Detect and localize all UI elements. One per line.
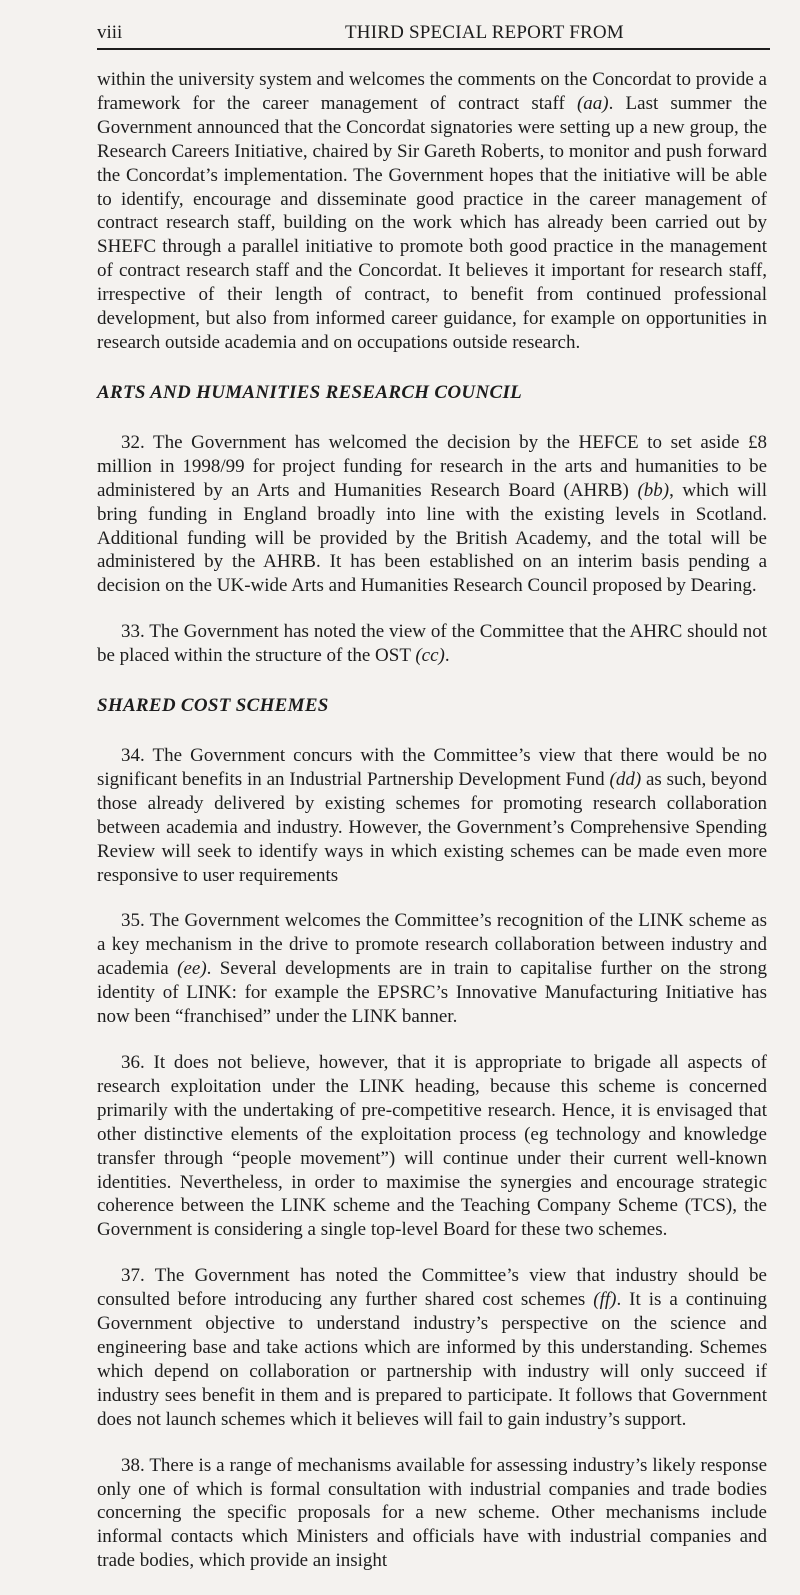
paragraph-intro: within the university system and welcomes the comments on the Concordat to provide a framework for the career management of contract staff (aa). Last summer the Government announced that the Concordat signatories were setting up a new group, the Research Careers Initiative, chaired by Sir Gareth Roberts, to monitor and push forward the Concordat’s implementation. The Government hopes that the initiative will be able to identify, encourage and disseminate good practice in the career management of contract research staff, building on the work which has already been carried out by SHEFC through a parallel initiative to promote both good practice in the management of contract research staff and the Concordat. It believes it important for research staff, irrespective of their length of contract, to benefit from continued professional development, but also from informed career guidance, for example on opportunities in research outside academia and on occupations outside research. (97, 69, 767, 353)
paragraph-38: 38. There is a range of mechanisms available for assessing industry’s likely response only one of which is formal consultation with industrial companies and trade bodies concerning the specific proposals for a new scheme. Other mechanisms include informal contacts which Ministers and officials have with industrial companies and trade bodies, which provide an insight (97, 1454, 767, 1572)
running-title: THIRD SPECIAL REPORT FROM (345, 22, 624, 43)
page-number: viii (97, 22, 123, 43)
paragraph-33: 33. The Government has noted the view of the Committee that the AHRC should not be placed within the structure of the OST (cc). (97, 621, 767, 667)
running-header (97, 22, 770, 50)
reference-ff: (ff) (593, 1289, 617, 1311)
reference-dd: (dd) (609, 768, 642, 790)
paragraph-32: 32. The Government has welcomed the decision by the HEFCE to set aside £8 million in 1998/99 for project funding for research in the arts and humanities to be administered by an Arts and Humanities Research Board (AHRB) (bb), which will bring funding in England broadly into line with the existing levels in Scotland. Additional funding will be provided by the British Academy, and the total will be administered by the AHRB. It has been established on an interim basis pending a decision on the UK-wide Arts and Humanities Research Council proposed by Dearing. (97, 431, 767, 597)
reference-cc: (cc) (415, 645, 445, 667)
section-heading-arts: ARTS AND HUMANITIES RESEARCH COUNCIL (97, 381, 523, 403)
section-heading-shared-cost: SHARED COST SCHEMES (97, 695, 329, 717)
paragraph-35: 35. The Government welcomes the Committee’s recognition of the LINK scheme as a key mechanism in the drive to promote research collaboration between industry and academia (ee). Several developments are in train to capitalise further on the strong identity of LINK: for example the EPSRC’s Innovative Manufacturing Initiative has now been “franchised” under the LINK banner. (97, 910, 767, 1028)
paragraph-34: 34. The Government concurs with the Committee’s view that there would be no significant benefits in an Industrial Partnership Development Fund (dd) as such, beyond those already delivered by existing schemes for promoting research collaboration between academia and industry. However, the Government’s Comprehensive Spending Review will seek to identify ways in which existing schemes can be made even more responsive to user requirements (97, 745, 767, 886)
reference-bb: (bb) (637, 479, 670, 501)
reference-aa: (aa) (576, 92, 609, 114)
paragraph-36: 36. It does not believe, however, that it is appropriate to brigade all aspects of research exploitation under the LINK heading, because this scheme is concerned primarily with the undertaking of pre-competitive research. Hence, it is envisaged that other distinctive elements of the exploitation process (eg technology and knowledge transfer through “people movement”) will continue under their current well-known identities. Nevertheless, in order to maximise the synergies and encourage strategic coherence between the LINK scheme and the Teaching Company Scheme (TCS), the Government is considering a single top-level Board for these two schemes. (97, 1052, 767, 1241)
body-text (97, 68, 767, 1595)
reference-ee: (ee) (177, 958, 207, 980)
paragraph-37: 37. The Government has noted the Committee’s view that industry should be consulted before introducing any further shared cost schemes (ff). It is a continuing Government objective to understand industry’s perspective on the science and engineering base and take actions which are informed by this understanding. Schemes which depend on collaboration or partnership with industry will only succeed if industry sees benefit in them and is prepared to participate. It follows that Government does not launch schemes which it believes will fail to gain industry’s support. (97, 1265, 768, 1430)
